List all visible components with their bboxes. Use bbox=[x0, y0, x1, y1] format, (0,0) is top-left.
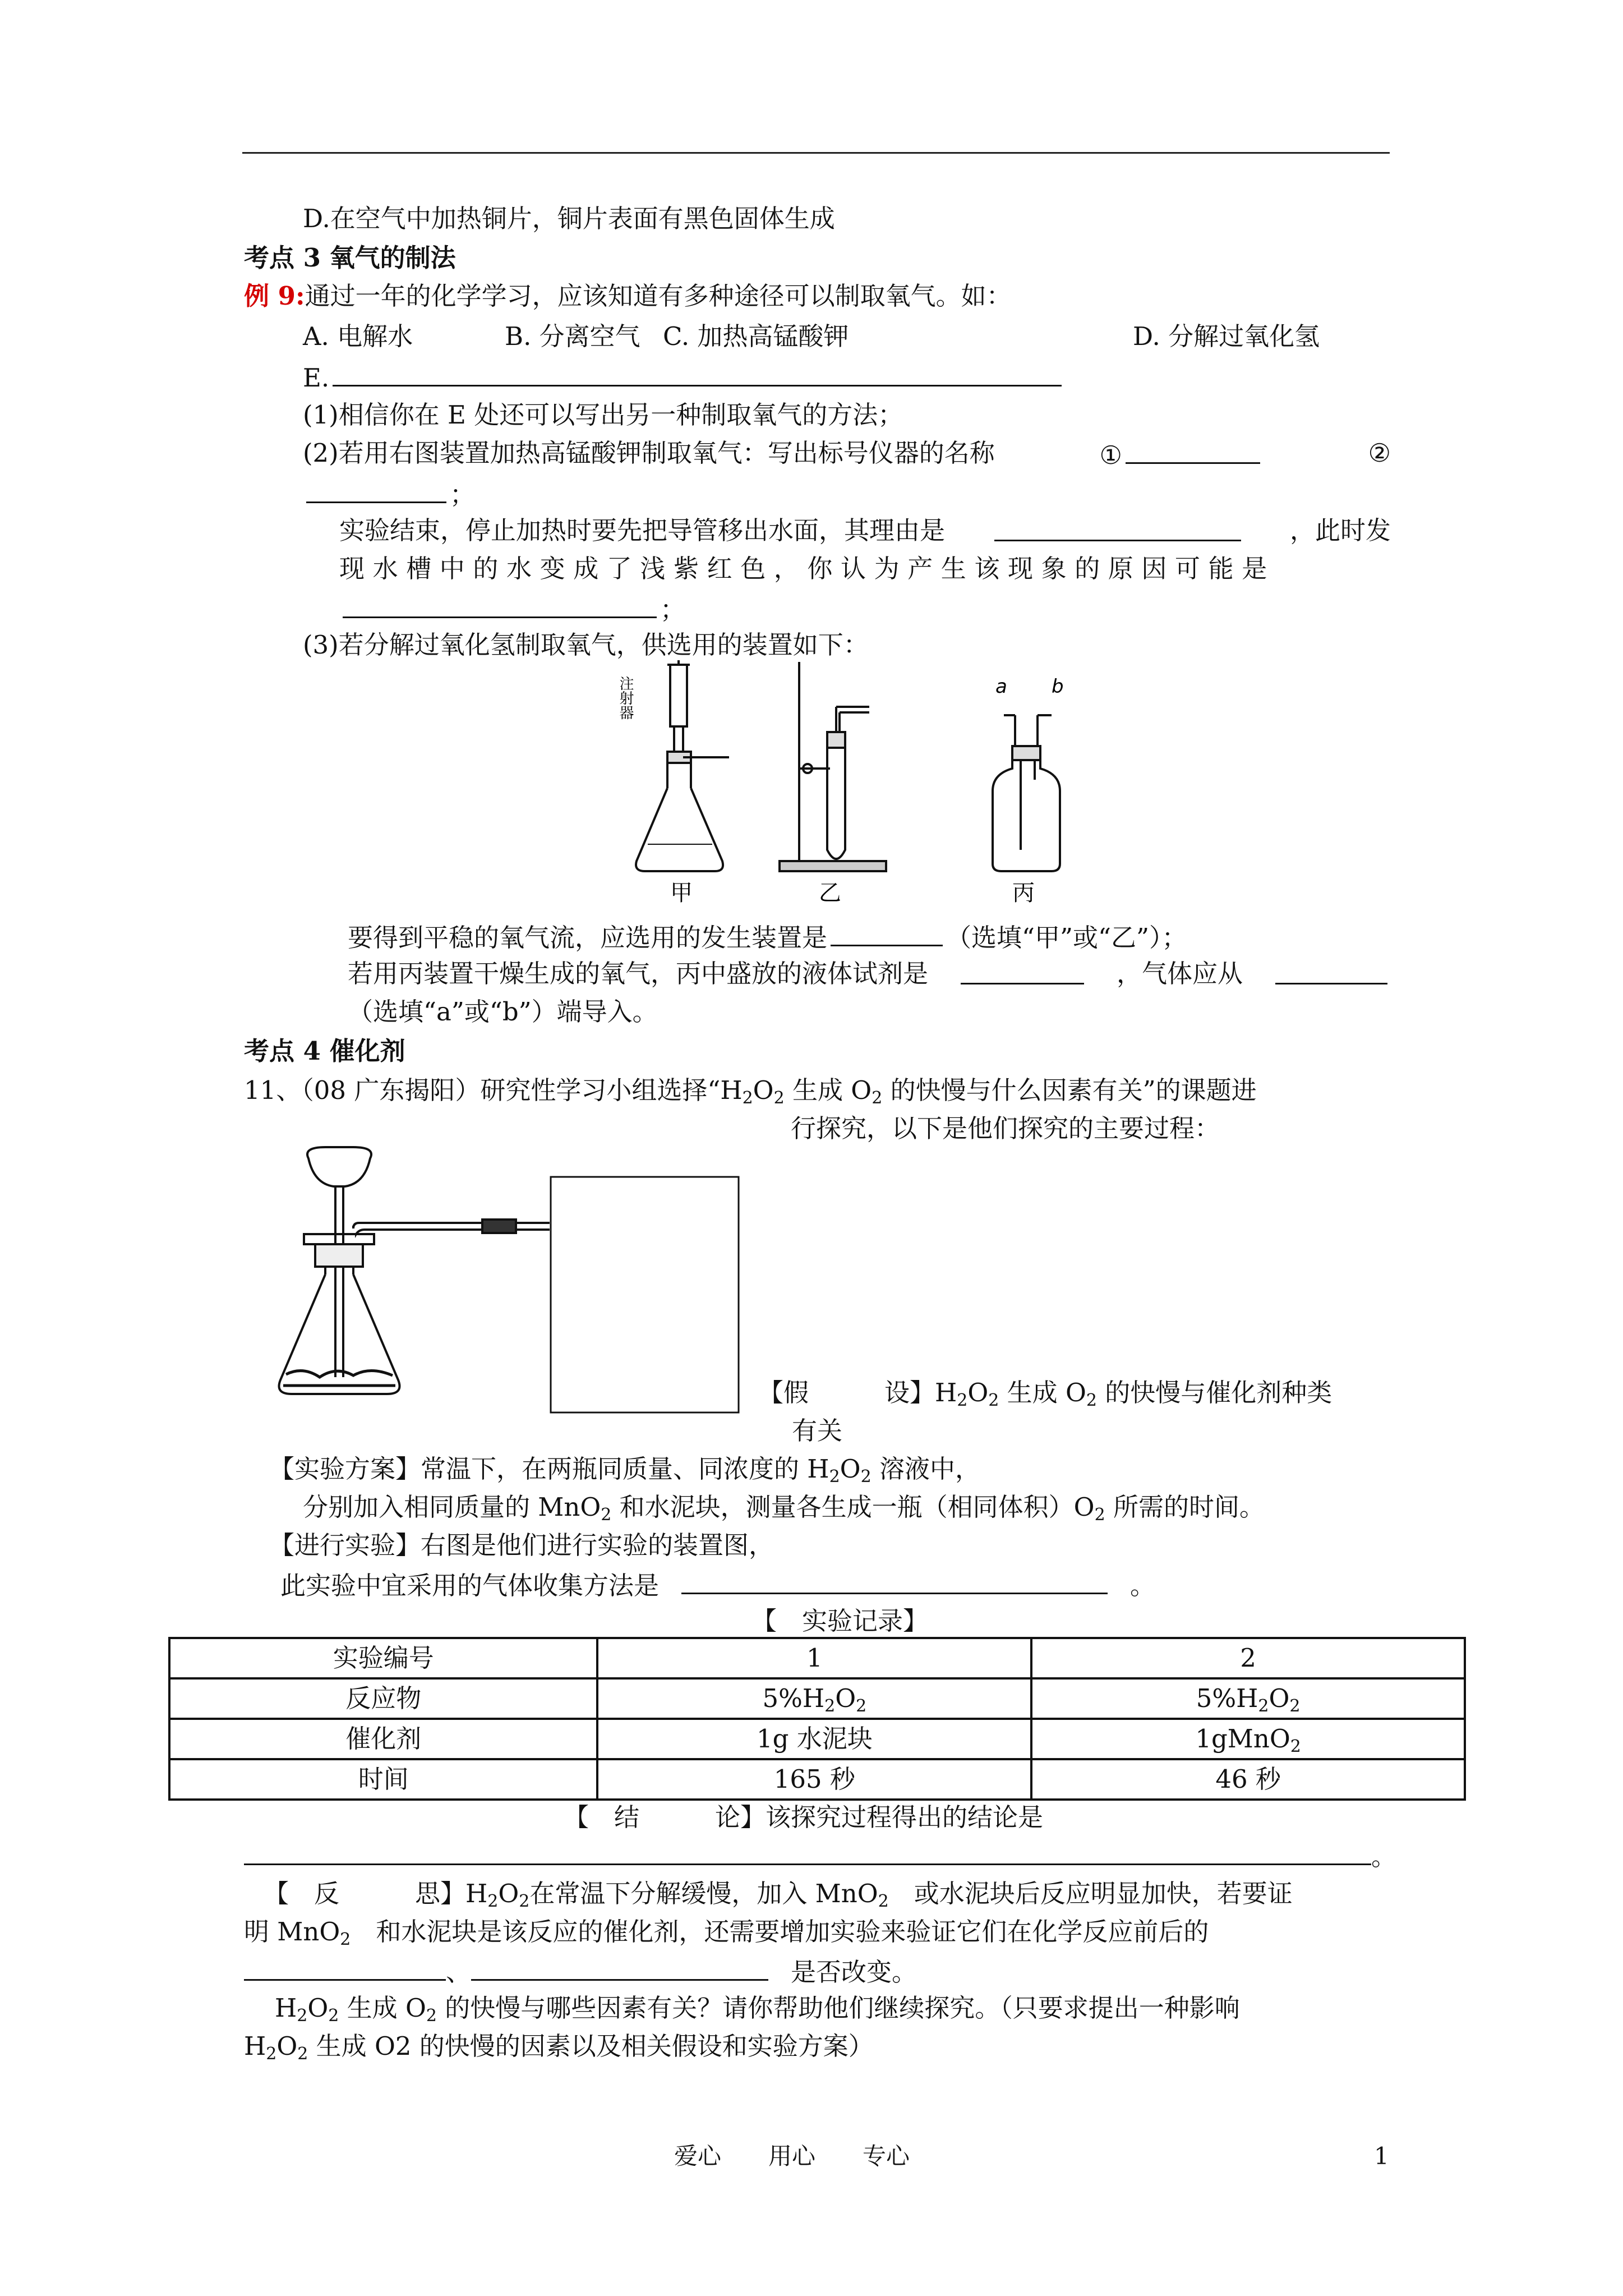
experiment-apparatus-figure bbox=[269, 1144, 763, 1414]
plan-line1: 【实验方案】常温下，在两瓶同质量、同浓度的 $H_2O_2$ 溶液中， bbox=[269, 1454, 980, 1487]
option-a: A. 电解水 bbox=[303, 321, 413, 351]
section-kaodian-4: 考点 4 催化剂 bbox=[244, 1036, 405, 1066]
plan-a: 【实验方案】常温下，在两瓶同质量、同浓度的 H bbox=[269, 1454, 829, 1484]
period: 。 bbox=[1371, 1842, 1397, 1871]
hypothesis-line1: 【假 设】$H_2O_2$ 生成 $O_2$ 的快慢与催化剂种类 bbox=[758, 1378, 1332, 1410]
semicolon-2: ； bbox=[660, 595, 686, 624]
q11-text-a: 11、（08 广东揭阳）研究性学习小组选择“H bbox=[244, 1075, 743, 1105]
option-e-label: E. bbox=[303, 363, 330, 393]
question-2 bbox=[303, 438, 1391, 471]
hypothesis-line2: 有关 bbox=[792, 1416, 843, 1446]
sub: 2 bbox=[266, 2044, 277, 2064]
label-bing: 丙 bbox=[1012, 880, 1035, 906]
sub: 2 bbox=[519, 1892, 530, 1911]
stable-flow-text-a: 要得到平稳的氧气流，应选用的发生装置是 bbox=[348, 923, 828, 953]
footer-motto: 爱心 用心 专心 bbox=[674, 2142, 910, 2170]
label-yi: 乙 bbox=[819, 880, 841, 906]
experiment-end-line3 bbox=[339, 592, 685, 625]
answer-blank-generator[interactable] bbox=[831, 920, 943, 946]
q11-text-d: 行探究，以下是他们探究的主要过程： bbox=[791, 1114, 1220, 1143]
label-b: b bbox=[1052, 675, 1064, 698]
table-cell: 时间 bbox=[169, 1759, 597, 1800]
table-cell: 165 秒 bbox=[597, 1759, 1031, 1800]
option-b: B. 分离空气 bbox=[505, 321, 640, 351]
plan-line2 bbox=[303, 1492, 1265, 1523]
apparatus-yi bbox=[780, 662, 886, 871]
last-a3: 的快慢与哪些因素有关？请你帮助他们继续探究。（只要求提出一种影响 bbox=[436, 1993, 1240, 2023]
plan-b3: 所需的时间。 bbox=[1105, 1492, 1265, 1522]
sub: 2 bbox=[297, 2044, 308, 2064]
answer-blank-e[interactable] bbox=[333, 360, 1062, 386]
label-jia: 甲 bbox=[670, 880, 693, 906]
stable-flow-text-b: （选填“甲”或“乙”）； bbox=[946, 923, 1187, 953]
table-row bbox=[169, 1678, 1465, 1719]
experiment-end-line2: 现水槽中的水变成了浅紫红色，你认为产生该现象的原因可能是 bbox=[339, 554, 1275, 583]
do-line1: 【进行实验】右图是他们进行实验的装置图， bbox=[269, 1530, 774, 1560]
do-line2 bbox=[280, 1568, 1155, 1602]
table-row bbox=[169, 1638, 1465, 1678]
circle-1: ① bbox=[1099, 440, 1122, 470]
sub: 2 bbox=[1094, 1505, 1105, 1525]
table-cell: 实验编号 bbox=[169, 1638, 597, 1678]
refl-a: 【 反 思】H bbox=[264, 1879, 488, 1908]
stable-flow-question bbox=[348, 920, 1187, 954]
extension-line2: $H_2O_2$ 生成 O2 的快慢的因素以及相关假设和实验方案） bbox=[244, 2031, 874, 2064]
example-9 bbox=[244, 280, 1012, 312]
answer-blank-collection[interactable] bbox=[681, 1568, 1108, 1594]
collection-box bbox=[551, 1177, 739, 1412]
answer-blank-reason[interactable] bbox=[994, 515, 1241, 541]
refl-b1: 明 MnO bbox=[244, 1917, 340, 1947]
hyp-c: 的快慢与催化剂种类 bbox=[1096, 1378, 1332, 1407]
dry-text-b: ，气体应从 bbox=[1116, 959, 1243, 988]
circle-2: ② bbox=[1368, 438, 1391, 468]
table-cell: $5\%H_2O_2$ bbox=[597, 1678, 1031, 1719]
plan-a2: 溶液中， bbox=[871, 1454, 980, 1484]
last-b2: 生成 O2 的快慢的因素以及相关假设和实验方案） bbox=[308, 2031, 874, 2061]
refl-c-mid: 、 bbox=[446, 1957, 472, 1987]
do-b: 此实验中宜采用的气体收集方法是 bbox=[280, 1571, 660, 1600]
sub: 2 bbox=[742, 1088, 753, 1108]
question-3: (3)若分解过氧化氢制取氧气，供选用的装置如下： bbox=[303, 630, 869, 660]
conclusion-line bbox=[564, 1802, 1043, 1833]
answer-blank-reagent[interactable] bbox=[961, 958, 1084, 984]
label-zhusheqi: 注射器 bbox=[617, 676, 634, 720]
experiment-end-line1 bbox=[339, 515, 1391, 546]
question-2-text: (2)若用右图装置加热高锰酸钾制取氧气：写出标号仪器的名称 bbox=[303, 438, 995, 468]
answer-blank-cause[interactable] bbox=[343, 592, 657, 618]
answer-blank-instrument-1[interactable] bbox=[1126, 438, 1260, 464]
extension-line1: $H_2O_2$ 生成 $O_2$ 的快慢与哪些因素有关？请你帮助他们继续探究。（只要求提出一种影响 bbox=[275, 1993, 1240, 2026]
sub: 2 bbox=[601, 1505, 612, 1525]
q11-text-b: 生成 O bbox=[784, 1075, 872, 1105]
sub: 2 bbox=[1086, 1391, 1097, 1410]
hyp-a: H bbox=[935, 1378, 957, 1407]
sub: 2 bbox=[988, 1391, 999, 1410]
sub: 2 bbox=[340, 1930, 351, 1949]
sub: 2 bbox=[297, 2006, 308, 2026]
experiment-end-text-b: ，此时发 bbox=[1289, 516, 1391, 545]
header-rule bbox=[242, 152, 1390, 154]
do-c: 。 bbox=[1130, 1571, 1156, 1600]
question-11: 11、（08 广东揭阳）研究性学习小组选择“$H_2O_2$ 生成 $O_2$ 的快慢与什么因素有关”的课题进 bbox=[244, 1075, 1257, 1108]
dry-text-c: （选填“a”或“b”）端导入。 bbox=[348, 997, 658, 1027]
last-a1: H bbox=[275, 1993, 297, 2023]
question-2-line2 bbox=[303, 477, 475, 510]
hypothesis-label: 【假 设】 bbox=[758, 1378, 935, 1407]
answer-blank-instrument-2[interactable] bbox=[306, 477, 446, 503]
conclusion-text: 该探究过程得出的结论是 bbox=[766, 1802, 1044, 1832]
sub: 2 bbox=[328, 2006, 339, 2026]
sub: 2 bbox=[487, 1892, 499, 1911]
apparatus-jia bbox=[636, 660, 729, 871]
table-cell: 46 秒 bbox=[1031, 1759, 1465, 1800]
question-1: (1)相信你在 E 处还可以写出另一种制取氧气的方法； bbox=[303, 400, 903, 430]
section-kaodian-3: 考点 3 氧气的制法 bbox=[244, 243, 456, 273]
conclusion-blank-line bbox=[244, 1839, 1396, 1872]
table-row bbox=[169, 1719, 1465, 1759]
answer-blank-inlet[interactable] bbox=[1275, 958, 1387, 984]
option-e bbox=[303, 360, 1065, 394]
record-title: 【 实验记录】 bbox=[751, 1606, 929, 1636]
sub: 2 bbox=[872, 1088, 883, 1108]
label-a: a bbox=[995, 675, 1007, 698]
flask-apparatus bbox=[279, 1147, 550, 1394]
table-cell: 反应物 bbox=[169, 1678, 597, 1719]
table-cell: $5\%H_2O_2$ bbox=[1031, 1678, 1465, 1719]
plan-b1: 分别加入相同质量的 MnO bbox=[303, 1492, 601, 1522]
page-number: 1 bbox=[1374, 2142, 1389, 2170]
sub: 2 bbox=[426, 2006, 437, 2026]
reflection-line1: 【 反 思】$H_2O_2$在常温下分解缓慢，加入 MnO$_2$ 或水泥块后反应明显加快，若要证 bbox=[264, 1879, 1293, 1911]
table-cell: 1gMnO$_2$ bbox=[1031, 1719, 1465, 1759]
apparatus-figure bbox=[611, 659, 1116, 912]
option-c: C. 加热高锰酸钾 bbox=[663, 321, 849, 351]
example-9-text: 通过一年的化学学习，应该知道有多种途径可以制取氧气。如： bbox=[305, 281, 1012, 311]
table-cell: 1g 水泥块 bbox=[597, 1719, 1031, 1759]
sub: 2 bbox=[773, 1088, 785, 1108]
answer-blank-conclusion[interactable] bbox=[244, 1839, 1371, 1865]
table-cell: 催化剂 bbox=[169, 1719, 597, 1759]
sub: 2 bbox=[957, 1391, 968, 1410]
sub: 2 bbox=[829, 1467, 840, 1487]
plan-b2: 和水泥块，测量各生成一瓶（相同体积）O bbox=[611, 1492, 1095, 1522]
reflection-line2 bbox=[244, 1916, 1209, 1948]
dry-question bbox=[348, 958, 1391, 990]
option-d-prev: D.在空气中加热铜片，铜片表面有黑色固体生成 bbox=[303, 204, 835, 233]
last-b1: H bbox=[244, 2031, 266, 2061]
table-row bbox=[169, 1759, 1465, 1800]
apparatus-bing bbox=[993, 715, 1060, 871]
table-cell: 1 bbox=[597, 1638, 1031, 1678]
dry-text-a: 若用丙装置干燥生成的氧气，丙中盛放的液体试剂是 bbox=[348, 959, 929, 988]
sub: 2 bbox=[878, 1892, 889, 1911]
q11-text-c: 的快慢与什么因素有关”的课题进 bbox=[882, 1075, 1257, 1105]
semicolon: ； bbox=[450, 480, 476, 509]
record-table bbox=[168, 1637, 1466, 1801]
refl-c-end: 是否改变。 bbox=[791, 1957, 917, 1987]
option-d: D. 分解过氧化氢 bbox=[1133, 321, 1320, 351]
last-a2: 生成 O bbox=[339, 1993, 426, 2023]
hyp-b: 生成 O bbox=[999, 1378, 1086, 1407]
refl-b2: 和水泥块是该反应的催化剂，还需要增加实验来验证它们在化学反应前后的 bbox=[376, 1917, 1209, 1947]
conclusion-label: 【 结 论】 bbox=[564, 1802, 766, 1832]
experiment-end-text-a: 实验结束，停止加热时要先把导管移出水面，其理由是 bbox=[339, 516, 946, 545]
example-9-label: 例 9: bbox=[244, 281, 305, 311]
answer-blank-property-2[interactable] bbox=[471, 1954, 768, 1981]
refl-a2: 在常温下分解缓慢，加入 MnO bbox=[529, 1879, 878, 1908]
sub: 2 bbox=[860, 1467, 872, 1487]
refl-a3: 或水泥块后反应明显加快，若要证 bbox=[888, 1879, 1293, 1908]
table-cell: 2 bbox=[1031, 1638, 1465, 1678]
reflection-line3 bbox=[244, 1954, 917, 1988]
answer-blank-property-1[interactable] bbox=[244, 1954, 446, 1981]
